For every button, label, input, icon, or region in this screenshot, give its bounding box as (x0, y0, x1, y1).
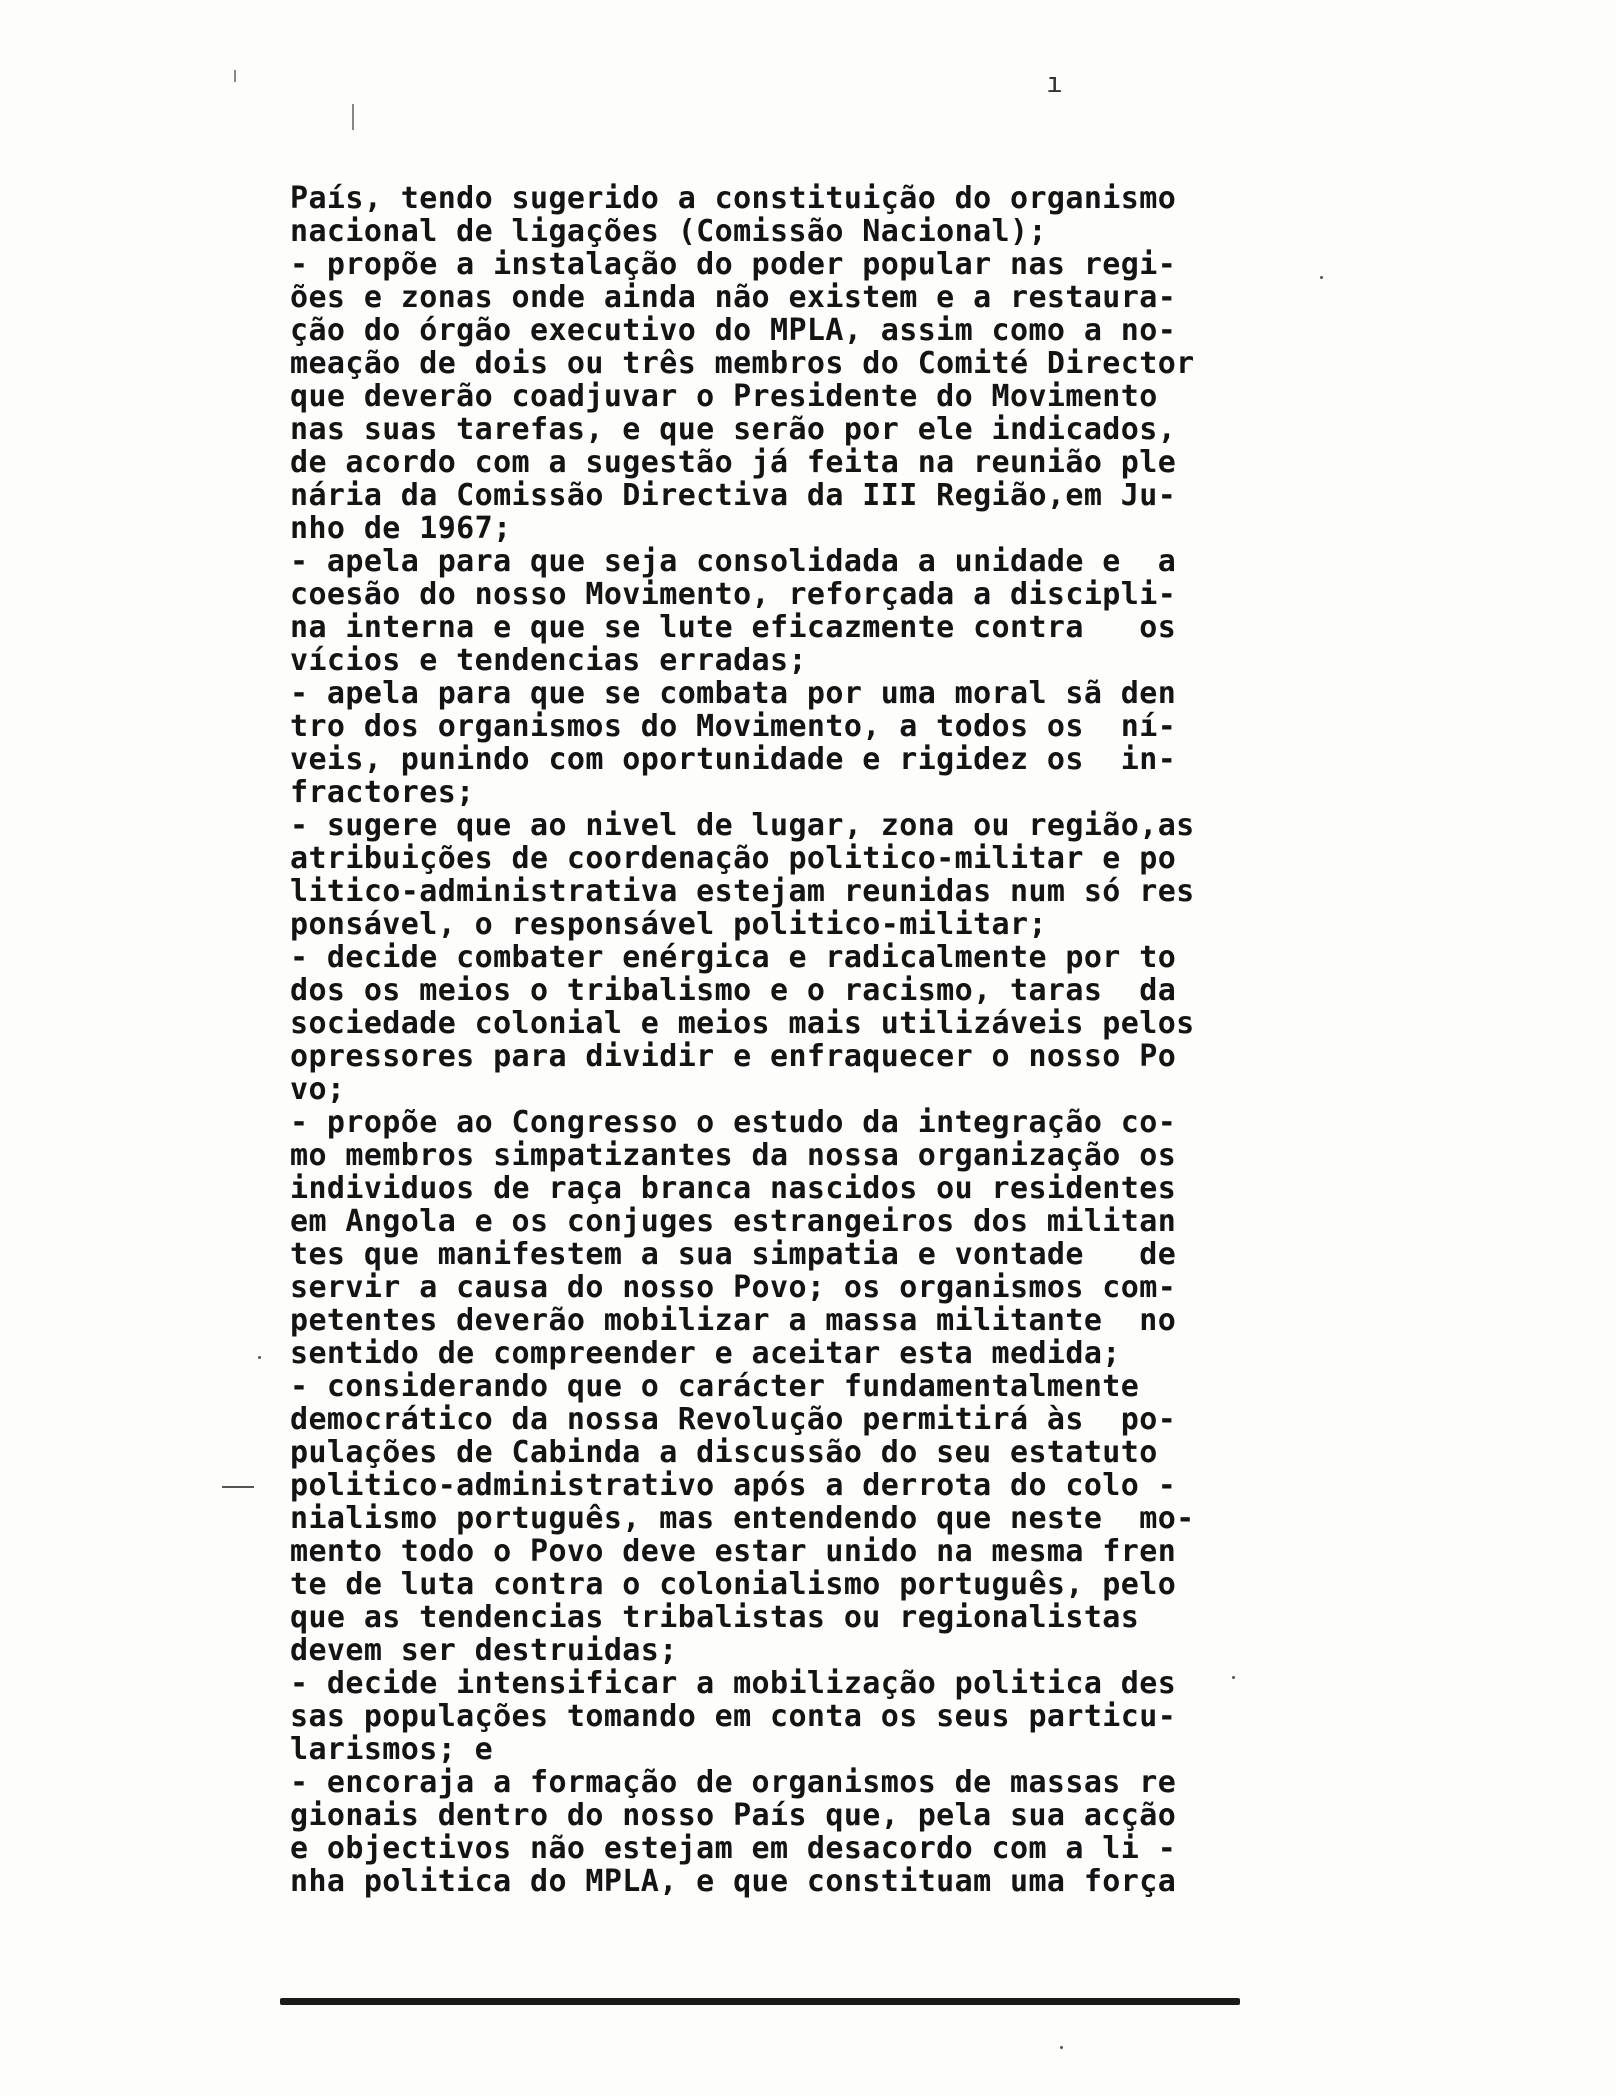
margin-dash (222, 1486, 254, 1488)
text-line: te de luta contra o colonialismo português, pelo (290, 1567, 1177, 1602)
text-line: - apela para que se combata por uma moral sã den (290, 676, 1177, 711)
text-line: de acordo com a sugestão já feita na reunião ple (290, 445, 1177, 480)
text-line: mento todo o Povo deve estar unido na mesma fren (290, 1534, 1177, 1569)
speck (258, 1356, 261, 1359)
text-line: ção do órgão executivo do MPLA, assim como a no- (290, 313, 1177, 348)
page-number: ı (1046, 66, 1063, 99)
text-line: - decide combater enérgica e radicalmente por to (290, 940, 1177, 975)
text-line: servir a causa do nosso Povo; os organismos com- (290, 1270, 1177, 1305)
text-line: veis, punindo com oportunidade e rigidez os in- (290, 742, 1177, 777)
margin-mark (234, 70, 236, 82)
text-line: mo membros simpatizantes da nossa organização os (290, 1138, 1177, 1173)
text-line: nha politica do MPLA, e que constituam uma força (290, 1864, 1177, 1899)
text-line: ponsável, o responsável politico-militar; (290, 907, 1047, 942)
text-line: larismos; e (290, 1732, 494, 1767)
text-line: - propõe a instalação do poder popular nas regi- (290, 247, 1177, 282)
text-line: - propõe ao Congresso o estudo da integração co- (290, 1105, 1177, 1140)
text-line: ões e zonas onde ainda não existem e a restaura- (290, 280, 1177, 315)
speck (1320, 276, 1323, 279)
text-line: - sugere que ao nivel de lugar, zona ou região,as (290, 808, 1195, 843)
text-line: devem ser destruidas; (290, 1633, 678, 1668)
text-line: nialismo português, mas entendendo que neste mo- (290, 1501, 1195, 1536)
text-line: nas suas tarefas, e que serão por ele indicados, (290, 412, 1177, 447)
text-line: nho de 1967; (290, 511, 512, 546)
text-line: - encoraja a formação de organismos de massas re (290, 1765, 1177, 1800)
text-line: sas populações tomando em conta os seus particu- (290, 1699, 1177, 1734)
text-line: - apela para que seja consolidada a unidade e a (290, 544, 1177, 579)
text-line: dos os meios o tribalismo e o racismo, taras da (290, 973, 1177, 1008)
text-line: vícios e tendencias erradas; (290, 643, 807, 678)
text-line: vo; (290, 1072, 346, 1107)
text-line: sentido de compreender e aceitar esta medida; (290, 1336, 1121, 1371)
text-line: democrático da nossa Revolução permitirá às po- (290, 1402, 1177, 1437)
text-line: meação de dois ou três membros do Comité Director (290, 346, 1195, 381)
text-line: e objectivos não estejam em desacordo com a li - (290, 1831, 1177, 1866)
text-line: tro dos organismos do Movimento, a todos os ní- (290, 709, 1177, 744)
text-line: que deverão coadjuvar o Presidente do Movimento (290, 379, 1158, 414)
text-line: sociedade colonial e meios mais utilizáveis pelos (290, 1006, 1195, 1041)
text-line: politico-administrativo após a derrota do colo - (290, 1468, 1177, 1503)
text-line: pulações de Cabinda a discussão do seu estatuto (290, 1435, 1158, 1470)
text-line: atribuições de coordenação politico-militar e po (290, 841, 1177, 876)
text-line: nacional de ligações (Comissão Nacional); (290, 214, 1047, 249)
bottom-rule (280, 1998, 1240, 2005)
text-line: tes que manifestem a sua simpatia e vontade de (290, 1237, 1177, 1272)
text-line: gionais dentro do nosso País que, pela sua acção (290, 1798, 1177, 1833)
text-line: opressores para dividir e enfraquecer o nosso Po (290, 1039, 1177, 1074)
text-line: coesão do nosso Movimento, reforçada a discipli- (290, 577, 1177, 612)
text-line: em Angola e os conjuges estrangeiros dos militan (290, 1204, 1177, 1239)
text-line: litico-administrativa estejam reunidas num só res (290, 874, 1195, 909)
text-line: País, tendo sugerido a constituição do organismo (290, 181, 1177, 216)
speck (1060, 2046, 1063, 2049)
typed-text-block (290, 182, 1270, 1898)
text-line: na interna e que se lute eficazmente contra os (290, 610, 1177, 645)
text-line: fractores; (290, 775, 475, 810)
text-line: - considerando que o carácter fundamentalmente (290, 1369, 1140, 1404)
text-line: petentes deverão mobilizar a massa militante no (290, 1303, 1177, 1338)
text-line: que as tendencias tribalistas ou regionalistas (290, 1600, 1140, 1635)
speck (1232, 1676, 1235, 1679)
text-line: nária da Comissão Directiva da III Região,em Ju- (290, 478, 1177, 513)
text-line: - decide intensificar a mobilização politica des (290, 1666, 1177, 1701)
text-line: individuos de raça branca nascidos ou residentes (290, 1171, 1177, 1206)
margin-mark (352, 104, 354, 130)
